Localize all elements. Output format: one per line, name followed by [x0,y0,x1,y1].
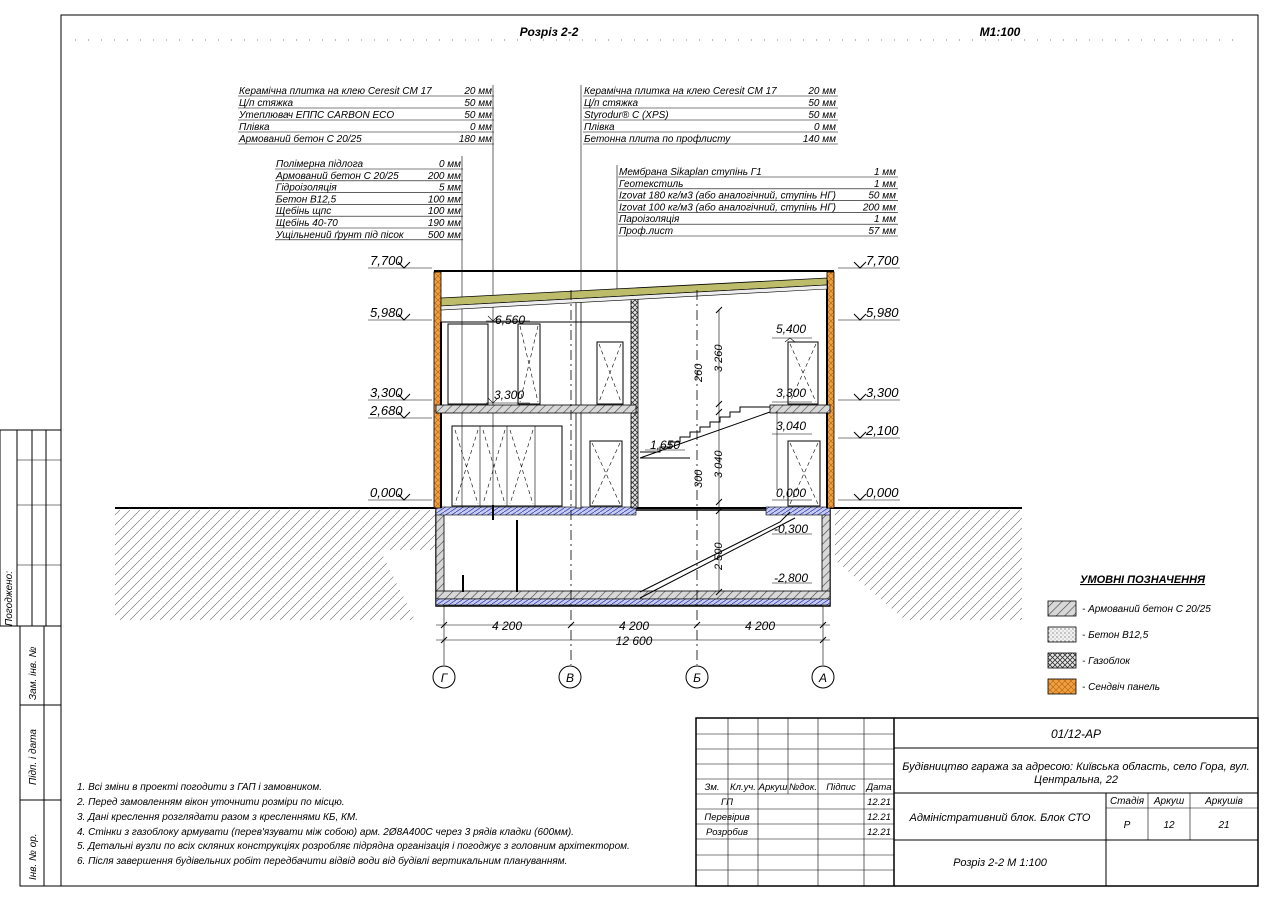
dim-span-3: 4 200 [744,619,776,633]
project-name: Будівництво гаража за адресою: Київська область, село Гора, вул. Центральна, 22 [902,761,1250,786]
layer-row [275,205,463,217]
level-mark [368,485,432,500]
col-zm: Зм. [704,782,720,793]
layer-value: 100 мм [427,206,461,218]
layer-name: Ц/п стяжка [239,98,294,109]
axis-label-b: Б [693,671,701,685]
level-mark [368,403,432,418]
layer-name: Геотекстиль [619,178,684,190]
level-value: 2,680 [370,403,403,418]
dim-span-1: 4 200 [491,619,523,633]
layer-row [583,133,838,145]
level-mark [838,253,900,268]
axis-label-g: Г [440,671,448,685]
layers-right-top [583,86,838,145]
axis-bubbles [433,666,834,688]
level-mark [838,385,900,400]
note-5: 5. Детальні вузли по всіх скляних конструкціях розробляє підрядна організація і погоджує з головним архітектором. [77,841,630,852]
layer-name: Бетон В12,5 [276,194,337,206]
layer-value: 50 мм [808,110,836,121]
layers-left-bottom [275,159,463,241]
layer-name: Керамічна плитка на клею Ceresit CM 17 [584,86,777,97]
col-arkush: Аркуш [758,782,788,793]
legend-swatch-sandwich [1048,679,1076,694]
sheets-value: 21 [1218,820,1230,831]
levels-left [368,253,432,500]
section-scale: М1:100 [979,25,1021,39]
level-3040: 3,040 [776,419,807,433]
level-value: 0,000 [370,485,403,500]
layer-name: Проф.лист [619,226,674,237]
layer-row [275,159,463,170]
layer-row [275,183,463,194]
layer-value: 50 мм [464,110,492,121]
level-3300-a: 3,300 [494,388,525,402]
level-mark [368,385,432,400]
layer-row [583,110,838,121]
layer-name: Керамічна плитка на клею Ceresit CM 17 [239,86,432,97]
title-block [696,718,1258,886]
row-role-2: Перевірив [704,812,750,823]
note-1: 1. Всі зміни в проекті погодити з ГАП і замовником. [77,782,323,793]
stage-value: Р [1123,820,1131,831]
layer-name: Плівка [584,122,615,133]
level-minus-0300: -0,300 [774,522,809,536]
row-date-3: 12.21 [867,827,891,838]
horizontal-dimensions [436,619,830,648]
layer-value: 190 мм [427,218,461,229]
legend-swatch-b125 [1048,627,1076,642]
layer-row [583,98,838,109]
layer-name: Утеплювач ЕППС CARBON ECO [239,110,395,121]
dim-total: 12 600 [615,634,653,648]
level-3300-b: 3,300 [776,386,807,400]
layer-value: 180 мм [458,134,492,145]
layer-name: Styrodur® C (XPS) [584,110,669,121]
note-6: 6. Після завершення будівельних робіт передбачити відвід води від будівлі вертикальним плануванням. [77,856,568,867]
layer-name: Щебінь 40-70 [276,218,338,229]
layer-row [275,230,463,241]
layer-value: 20 мм [464,86,492,97]
layer-value: 0 мм [438,159,461,170]
axis-label-a: А [818,671,828,685]
layer-name: Ущільнений ґрунт під пісок [276,229,404,241]
level-value: 7,700 [866,253,899,268]
layer-name: Izovat 180 кг/м3 (або аналогічний, ступінь НГ) [619,190,836,202]
layer-value: 0 мм [469,122,492,133]
layer-name: Мембрана Sikaplan ступінь Г1 [619,167,762,178]
layer-row [238,110,494,121]
dim-2500: 2 500 [713,542,725,570]
layer-name: Пароізоляція [619,214,680,226]
level-1650: 1,650 [650,438,681,452]
sheet-title: Розріз 2-2 М 1:100 [953,857,1047,869]
layer-value: 1 мм [873,167,896,178]
level-mark [368,253,432,268]
layer-name: Бетонна плита по профлисту [584,134,731,145]
vertical-dimensions [693,307,725,595]
level-value: 3,300 [866,385,899,400]
layer-row [275,170,463,182]
sheet-header: Аркуш [1153,796,1185,807]
legend-title: УМОВНІ ПОЗНАЧЕННЯ [1080,574,1206,586]
stamp-sign: Підп. і дата [28,729,39,785]
layer-row [618,166,898,178]
legend-label-b125: - Бетон В12,5 [1082,630,1149,641]
side-stamp [0,430,61,886]
level-minus-2800: -2,800 [774,571,809,585]
level-value: 2,100 [866,423,899,438]
layer-value: 50 мм [868,190,896,202]
layer-value: 50 мм [808,98,836,109]
sheets-header: Аркушів [1205,796,1243,807]
layer-row [583,86,838,97]
layers-right-bottom [618,166,898,237]
stamp-agreed: Погоджено: [4,571,15,626]
col-kluch: Кл.уч. [730,782,756,793]
layer-name: Щебінь щпс [276,206,332,218]
legend-label-sandwich: - Сендвіч панель [1082,682,1161,693]
layer-value: 100 мм [427,194,461,206]
row-role-3: Розробив [706,827,748,838]
layer-value: 57 мм [868,226,896,237]
legend-label-concrete: - Армований бетон С 20/25 [1082,604,1211,615]
layer-row [618,225,898,237]
section-title: Розріз 2-2 [519,25,579,39]
level-value: 0,000 [866,485,899,500]
legend-label-gasblock: - Газоблок [1082,656,1130,667]
level-value: 5,980 [370,305,403,320]
col-pidpys: Підпис [826,782,856,793]
layer-value: 200 мм [862,202,896,214]
layers-left-top [238,86,494,145]
note-4: 4. Стінки з газоблоку армувати (перев'язувати між собою) арм. 2Ø8А400С через 3 рядів кладки (600мм). [77,827,574,838]
layer-value: 5 мм [438,182,461,194]
layer-name: Армований бетон С 20/25 [239,134,362,145]
level-value: 7,700 [370,253,403,268]
legend-swatch-concrete [1048,601,1076,616]
level-mark [838,305,900,320]
layer-value: 140 мм [802,134,836,145]
level-value: 5,980 [866,305,899,320]
layer-row [618,190,898,202]
layer-value: 50 мм [464,98,492,109]
note-2: 2. Перед замовленням вікон уточнити розміри по місцю. [77,797,345,808]
row-role-1: ГП [720,797,734,808]
layer-row [238,98,494,109]
layer-name: Izovat 100 кг/м3 (або аналогічний, ступінь НГ) [619,202,836,214]
level-5400: 5,400 [776,322,807,336]
layer-value: 20 мм [808,86,836,97]
row-date-1: 12.21 [867,797,891,808]
object-name: Адміністративний блок. Блок СТО [909,812,1091,824]
dim-260: 260 [693,363,705,382]
layer-row [238,133,494,145]
layer-row [618,214,898,225]
legend [1048,574,1211,694]
col-data: Дата [866,782,892,793]
col-ndok: №док. [789,782,817,793]
level-mark [838,485,900,500]
level-mark [838,423,900,438]
layer-row [275,217,463,229]
layer-row [618,179,898,190]
layer-value: 1 мм [873,214,896,226]
stage-header: Стадія [1109,796,1145,807]
layer-name: Ц/п стяжка [584,98,639,109]
dim-3260: 3 260 [713,344,725,372]
layer-row [618,201,898,213]
level-6560: 6,560 [495,313,526,327]
dim-span-2: 4 200 [618,619,650,633]
layer-row [238,86,494,97]
layer-row [275,194,463,205]
level-0000-inner: 0,000 [776,486,807,500]
stamp-inv: Інв. № ор. [28,833,39,880]
layer-name: Армований бетон С 20/25 [276,170,399,182]
dim-3040: 3 040 [713,450,725,478]
layer-value: 500 мм [427,229,461,241]
level-value: 3,300 [370,385,403,400]
layer-value: 1 мм [873,178,896,190]
legend-swatch-gasblock [1048,653,1076,668]
dim-300: 300 [693,469,705,488]
layer-name: Гідроізоляція [276,182,337,194]
level-mark [368,305,432,320]
layer-row [583,122,838,133]
notes [76,782,630,867]
sheet-value: 12 [1163,820,1175,831]
note-3: 3. Дані креслення розглядати разом з кресленнями КБ, КМ. [77,812,359,823]
stamp-replace: Зам. інв. № [28,646,39,700]
row-date-2: 12.21 [867,812,891,823]
project-code: 01/12-АР [1050,727,1102,741]
layer-value: 0 мм [813,122,836,133]
axis-label-v: В [565,671,575,685]
layer-name: Полімерна підлога [276,159,364,170]
layer-row [238,122,494,133]
levels-right [838,253,900,500]
layer-name: Плівка [239,122,270,133]
layer-value: 200 мм [427,170,461,182]
